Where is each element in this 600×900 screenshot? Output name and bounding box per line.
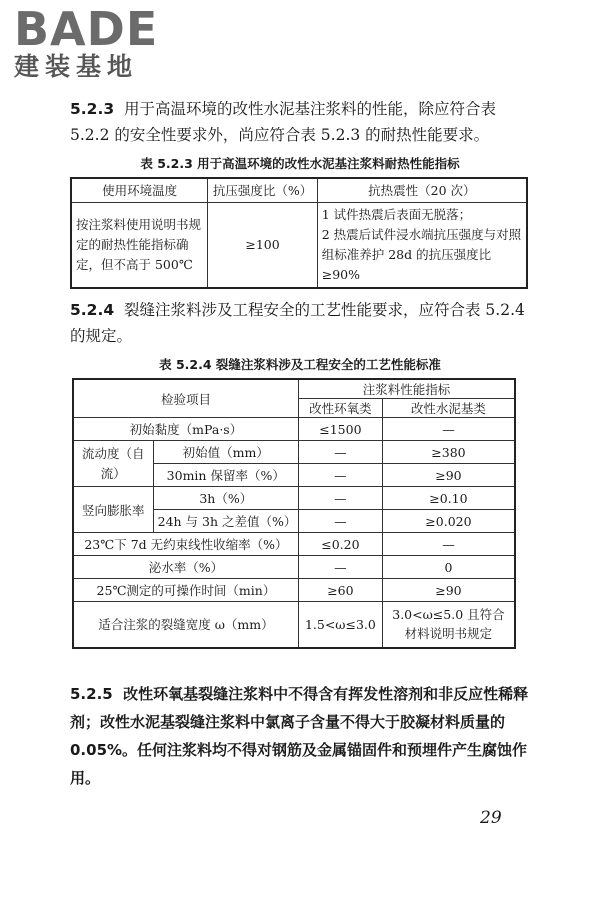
table-row — [73, 579, 515, 602]
table-5-2-4-caption: 表 5.2.4 裂缝注浆料涉及工程安全的工艺性能标准 — [159, 357, 441, 372]
epoxy-value: — — [298, 487, 382, 510]
clause-5-2-3 — [70, 96, 530, 148]
row-label: 23℃下 7d 无约束线性收缩率（%） — [73, 533, 298, 556]
header-group: 注浆料性能指标 — [298, 379, 515, 399]
column-header: 抗热震性（20 次） — [317, 178, 527, 202]
column-header: 使用环境温度 — [71, 178, 208, 202]
table-row — [73, 487, 515, 510]
header-epoxy: 改性环氧类 — [298, 399, 382, 418]
cement-value: 3.0<ω≤5.0 且符合材料说明书规定 — [382, 602, 515, 648]
epoxy-value: ≤0.20 — [298, 533, 382, 556]
group-label: 流动度（自流） — [73, 441, 153, 487]
epoxy-value: — — [298, 441, 382, 464]
cement-value: ≥0.020 — [382, 510, 515, 533]
row-label: 30min 保留率（%） — [153, 464, 298, 487]
group-label: 竖向膨胀率 — [73, 487, 153, 533]
row-label: 3h（%） — [153, 487, 298, 510]
temperature-cell: 按注浆料使用说明书规定的耐热性能指标确定，但不高于 500℃ — [71, 202, 208, 288]
row-label: 适合注浆的裂缝宽度 ω（mm） — [73, 602, 298, 648]
cement-value: ≥0.10 — [382, 487, 515, 510]
epoxy-value: — — [298, 556, 382, 579]
table-row — [73, 441, 515, 464]
brand-logo — [14, 2, 184, 82]
table-5-2-4 — [72, 378, 516, 649]
header-item: 检验项目 — [73, 379, 298, 418]
clause-number: 5.2.4 — [70, 301, 115, 319]
epoxy-value: 1.5<ω≤3.0 — [298, 602, 382, 648]
shock-item-2: 2 热震后试件浸水端抗压强度与对照组标准养护 28d 的抗压强度比≥90% — [321, 226, 522, 282]
header-cement: 改性水泥基类 — [382, 399, 515, 418]
thermal-shock-cell — [317, 202, 527, 288]
row-label: 初始黏度（mPa·s） — [73, 418, 298, 441]
cement-value: — — [382, 418, 515, 441]
cement-value: — — [382, 533, 515, 556]
column-header: 抗压强度比（%） — [208, 178, 317, 202]
cement-value: 0 — [382, 556, 515, 579]
clause-number: 5.2.3 — [70, 100, 115, 118]
logo-text: BADE — [14, 2, 159, 56]
clause-number: 5.2.5 — [70, 685, 113, 703]
clause-text: 用于高温环境的改性水泥基注浆料的性能，除应符合表 5.2.2 的安全性要求外，尚应符合表 5.2.3 的耐热性能要求。 — [70, 100, 497, 144]
strength-ratio-cell: ≥100 — [208, 202, 317, 288]
row-label: 24h 与 3h 之差值（%） — [153, 510, 298, 533]
row-label: 25℃测定的可操作时间（min） — [73, 579, 298, 602]
row-label: 初始值（mm） — [153, 441, 298, 464]
epoxy-value: — — [298, 510, 382, 533]
row-label: 泌水率（%） — [73, 556, 298, 579]
cement-value: ≥380 — [382, 441, 515, 464]
logo-subtitle: 建装基地 — [14, 52, 139, 81]
epoxy-value: ≥60 — [298, 579, 382, 602]
table-row — [73, 556, 515, 579]
table-5-2-3-caption: 表 5.2.3 用于高温环境的改性水泥基注浆料耐热性能指标 — [140, 156, 460, 171]
clause-5-2-4 — [70, 297, 530, 349]
epoxy-value: ≤1500 — [298, 418, 382, 441]
epoxy-value: — — [298, 464, 382, 487]
clause-text: 裂缝注浆料涉及工程安全的工艺性能要求，应符合表 5.2.4 的规定。 — [70, 301, 525, 345]
cement-value: ≥90 — [382, 579, 515, 602]
clause-5-2-5 — [70, 680, 530, 792]
shock-item-1: 1 试件热震后表面无脱落； — [321, 206, 472, 222]
table-row — [73, 602, 515, 648]
table-row — [73, 418, 515, 441]
page-number: 29 — [480, 808, 502, 828]
table-row — [73, 533, 515, 556]
cement-value: ≥90 — [382, 464, 515, 487]
clause-text: 改性环氧基裂缝注浆料中不得含有挥发性溶剂和非反应性稀释剂；改性水泥基裂缝注浆料中氯离子含量不得大于胶凝材料质量的 0.05%。任何注浆料均不得对钢筋及金属锚固件和预埋件产生腐蚀作用。 — [70, 685, 529, 787]
table-5-2-3 — [70, 177, 528, 289]
